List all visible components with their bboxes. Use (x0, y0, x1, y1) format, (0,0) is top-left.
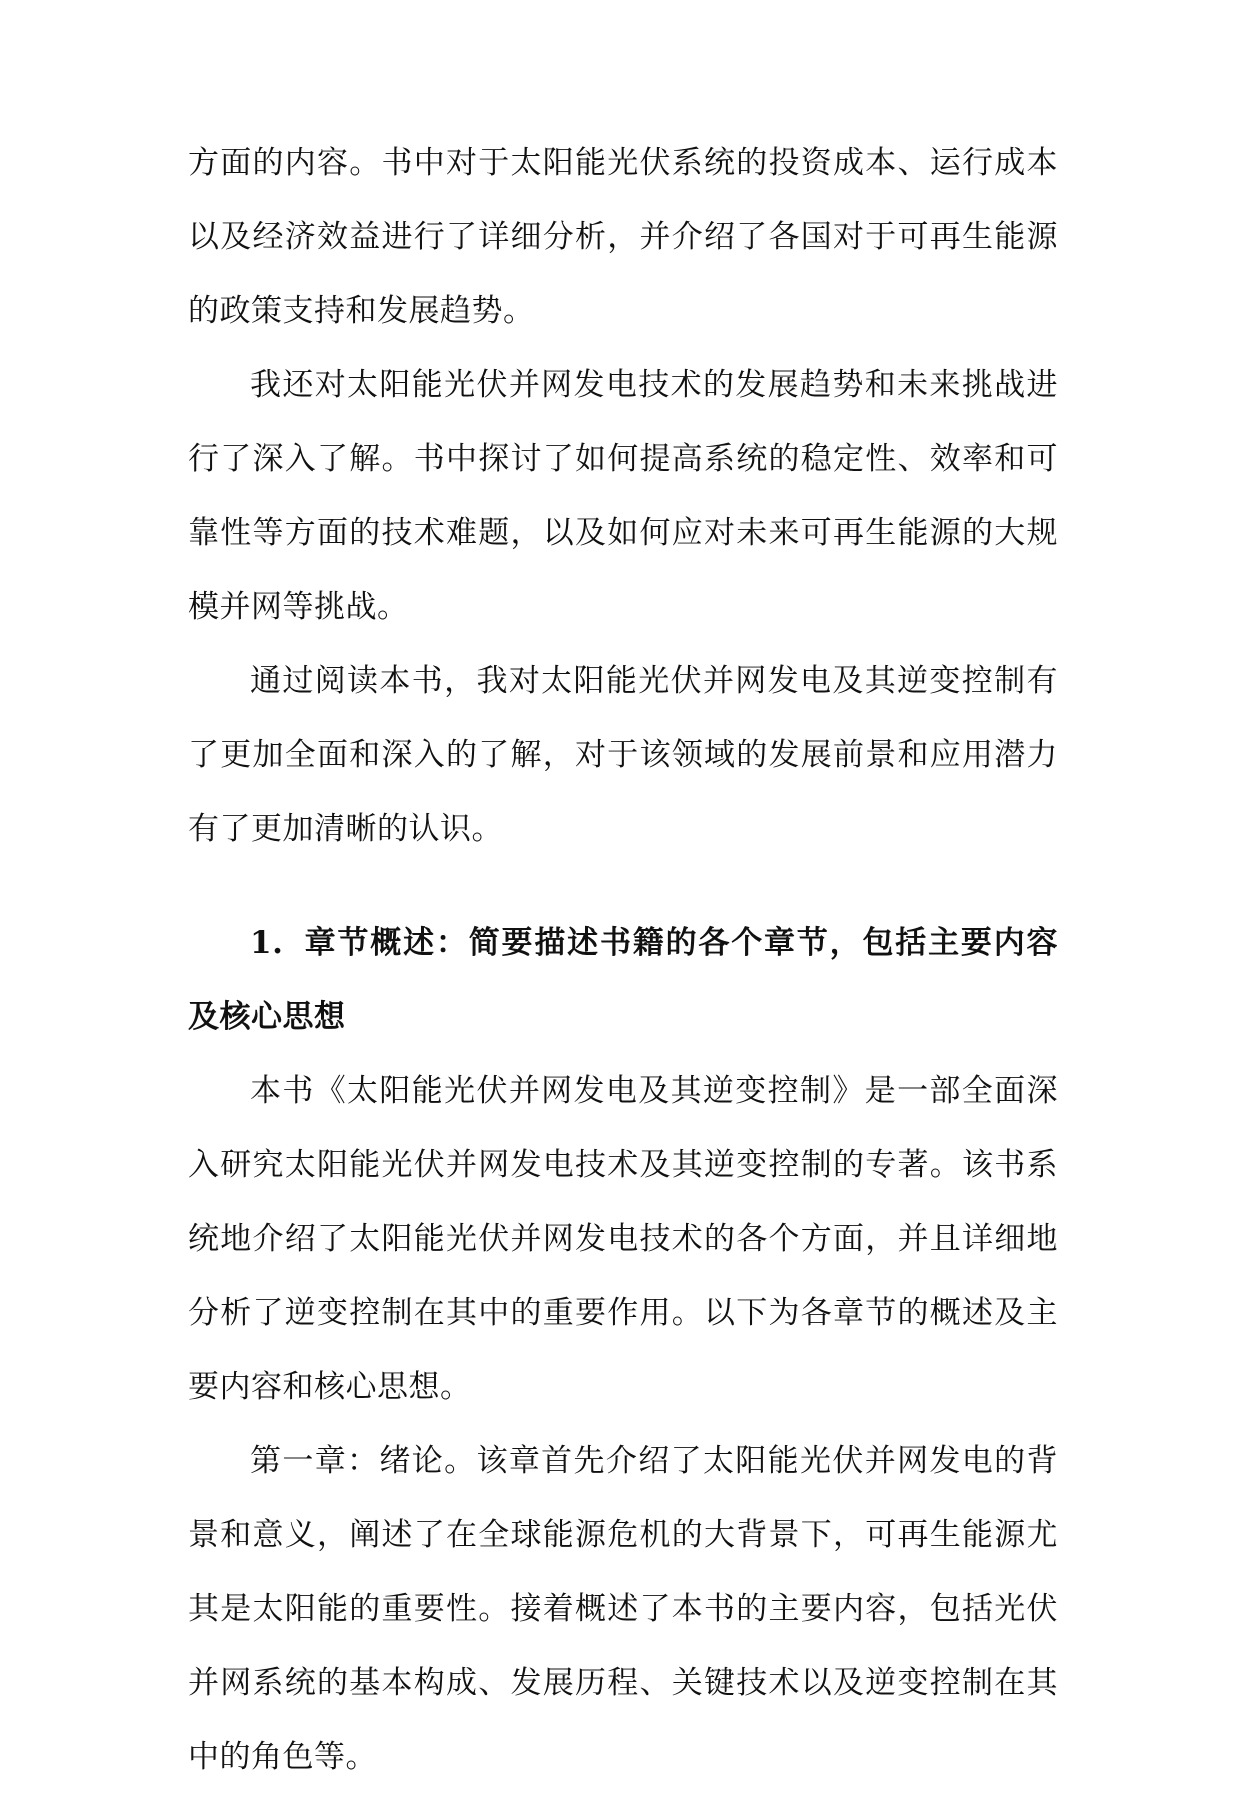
document-page (188, 126, 1058, 1794)
section-heading-text: 章节概述：简要描述书籍的各个章节，包括主要内容及核心思想 (188, 925, 1058, 1035)
paragraph-conclusion: 通过阅读本书，我对太阳能光伏并网发电及其逆变控制有了更加全面和深入的了解，对于该领域的发展前景和应用潜力有了更加清晰的认识。 (188, 663, 1058, 847)
paragraph-book-intro: 本书《太阳能光伏并网发电及其逆变控制》是一部全面深入研究太阳能光伏并网发电技术及其逆变控制的专著。该书系统地介绍了太阳能光伏并网发电技术的各个方面，并且详细地分析了逆变控制在其中的重要作用。以下为各章节的概述及主要内容和核心思想。 (188, 1073, 1058, 1405)
paragraph-chapter-one: 第一章：绪论。该章首先介绍了太阳能光伏并网发电的背景和意义，阐述了在全球能源危机的大背景下，可再生能源尤其是太阳能的重要性。接着概述了本书的主要内容，包括光伏并网系统的基本构成、发展历程、关键技术以及逆变控制在其中的角色等。 (188, 1443, 1058, 1775)
paragraph-economics: 方面的内容。书中对于太阳能光伏系统的投资成本、运行成本以及经济效益进行了详细分析，并介绍了各国对于可再生能源的政策支持和发展趋势。 (188, 145, 1058, 329)
paragraph-challenges: 我还对太阳能光伏并网发电技术的发展趋势和未来挑战进行了深入了解。书中探讨了如何提高系统的稳定性、效率和可靠性等方面的技术难题，以及如何应对未来可再生能源的大规模并网等挑战。 (188, 367, 1058, 625)
section-heading (188, 906, 1058, 1054)
section-heading-number: 1. (250, 925, 284, 961)
